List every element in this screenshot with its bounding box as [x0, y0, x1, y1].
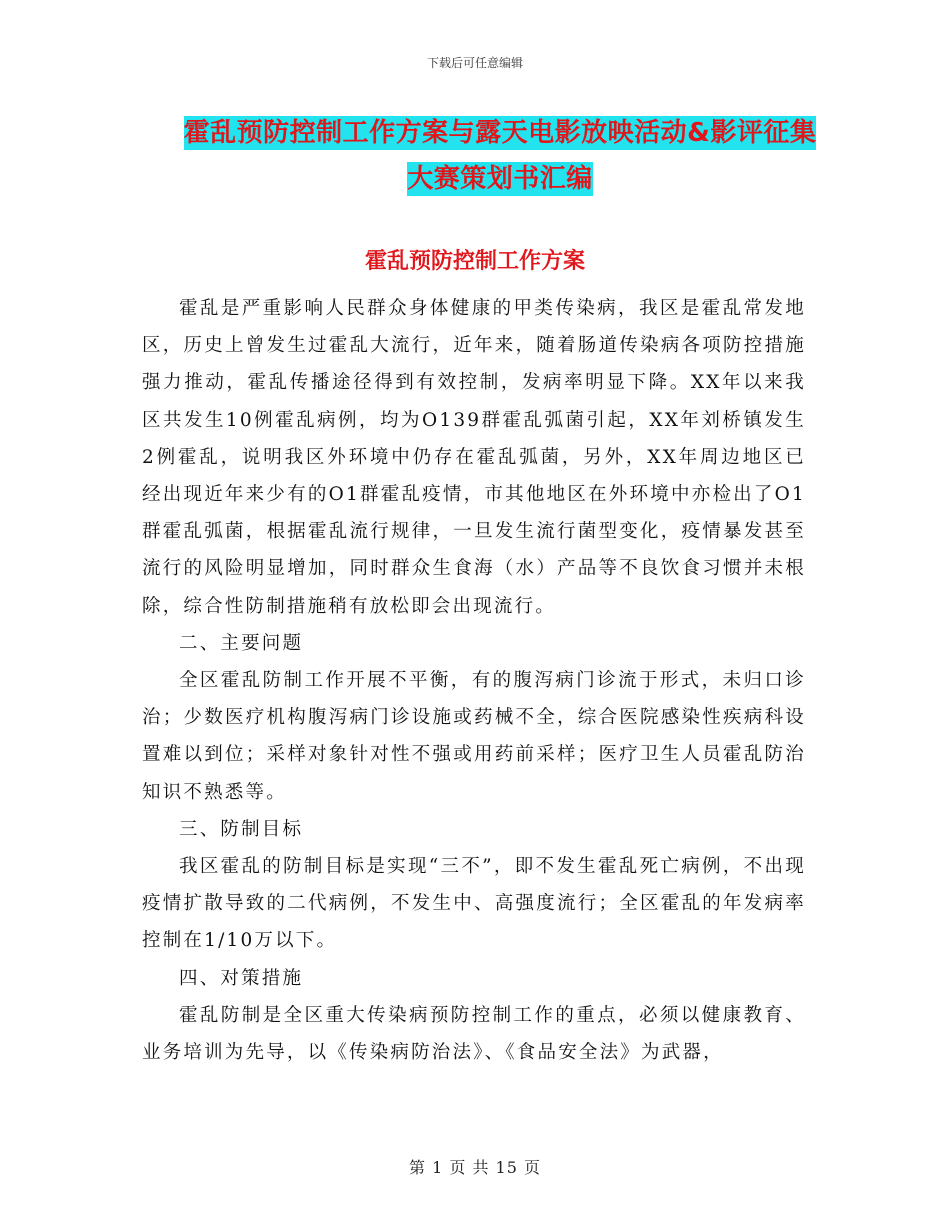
- paragraph-main-problems: 全区霍乱防制工作开展不平衡，有的腹泻病门诊流于形式，未归口诊治；少数医疗机构腹泻病门诊设施或药械不全，综合医院感染性疾病科设置难以到位；采样对象针对性不强或用药前采样；医疗卫生人员霍乱防治知识不熟悉等。: [142, 670, 806, 803]
- page-header-note: 下载后可任意编辑: [426, 56, 523, 70]
- paragraph-countermeasures: 霍乱防制是全区重大传染病预防控制工作的重点，必须以健康教育、业务培训为先导，以《传染病防治法》、《食品安全法》为武器，: [142, 1004, 806, 1064]
- document-title-line-1: 霍乱预防控制工作方案与露天电影放映活动&影评征集: [183, 118, 817, 148]
- paragraph-intro: 霍乱是严重影响人民群众身体健康的甲类传染病，我区是霍乱常发地区，历史上曾发生过霍乱大流行，近年来，随着肠道传染病各项防控措施强力推动，霍乱传播途径得到有效控制，发病率明显下降。XX年以来我区共发生10例霍乱病例，均为O139群霍乱弧菌引起，XX年刘桥镇发生2例霍乱，说明我区外环境中仍存在霍乱弧菌，另外，XX年周边地区已经出现近年来少有的O1群霍乱疫情，市其他地区在外环境中亦检出了O1群霍乱弧菌，根据霍乱流行规律，一旦发生流行菌型变化，疫情暴发甚至流行的风险明显增加，同时群众生食海（水）产品等不良饮食习惯并未根除，综合性防制措施稍有放松即会出现流行。: [142, 298, 806, 617]
- paragraph-control-goals: 我区霍乱的防制目标是实现“三不”，即不发生霍乱死亡病例，不出现疫情扩散导致的二代病例，不发生中、高强度流行；全区霍乱的年发病率控制在1/10万以下。: [142, 856, 806, 952]
- document-title-line-2: 大赛策划书汇编: [407, 164, 593, 194]
- section-title: 霍乱预防控制工作方案: [364, 249, 585, 274]
- heading-main-problems: 二、主要问题: [179, 632, 304, 654]
- document-body: [142, 290, 806, 1071]
- heading-countermeasures: 四、对策措施: [179, 967, 304, 989]
- page-footer: 第 1 页 共 15 页: [409, 1158, 541, 1177]
- document-title: [150, 110, 850, 202]
- heading-control-goals: 三、防制目标: [179, 818, 304, 840]
